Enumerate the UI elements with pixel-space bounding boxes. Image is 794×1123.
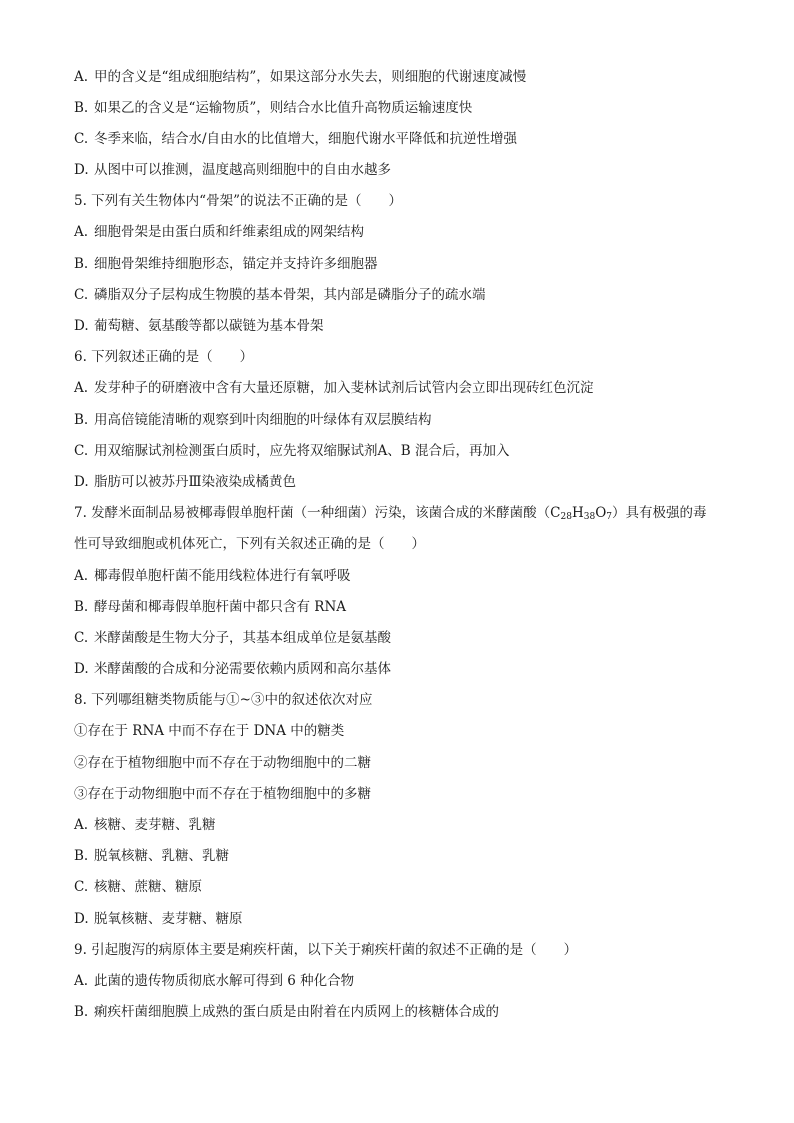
option-letter: C. [74,131,89,147]
q7-stem-part1: 7. 发酵米面制品易被椰毒假单胞杆菌（一种细菌）污染，该菌合成的米酵菌酸（C [74,505,561,521]
option-letter: A. [74,817,89,833]
option-letter: A. [74,69,89,85]
q4-option-a [74,66,734,88]
option-text: 甲的含义是“组成细胞结构”，如果这部分水失去，则细胞的代谢速度减慢 [94,69,527,85]
option-text: 核糖、蔗糖、糖原 [94,879,202,895]
option-text: 痢疾杆菌细胞膜上成熟的蛋白质是由附着在内质网上的核糖体合成的 [94,1004,499,1020]
option-text: 从图中可以推测，温度越高则细胞中的自由水越多 [94,162,391,178]
q4-option-c [74,128,734,150]
q8-option-d [74,908,734,930]
option-text: 此菌的遗传物质彻底水解可得到 6 种化合物 [94,973,355,989]
option-letter: D. [74,661,89,677]
formula-o: O [595,505,607,521]
q6-stem: 6. 下列叙述正确的是（ ） [74,349,254,365]
option-text: 细胞骨架是由蛋白质和纤维素组成的网架结构 [94,224,364,240]
q7-option-a [74,565,734,587]
option-text: 细胞骨架维持细胞形态，锚定并支持许多细胞器 [94,256,378,272]
q9-stem: 9. 引起腹泻的病原体主要是痢疾杆菌，以下关于痢疾杆菌的叙述不正确的是（ ） [74,942,578,958]
q5-option-c [74,284,734,306]
option-letter: B. [74,412,89,428]
option-letter: C. [74,443,89,459]
option-letter: A. [74,568,89,584]
q7-stem-line1 [74,502,774,524]
option-text: 如果乙的含义是“运输物质”，则结合水比值升高物质运输速度快 [94,100,473,116]
option-letter: C. [74,630,89,646]
option-text: 酵母菌和椰毒假单胞杆菌中都只含有 RNA [94,599,347,615]
option-letter: A. [74,380,89,396]
option-letter: A. [74,973,89,989]
formula-h: H [571,505,584,521]
option-letter: B. [74,256,89,272]
subscript-h: 38 [583,512,596,522]
q6-option-d [74,471,734,493]
option-letter: C. [74,287,89,303]
q5-option-b [74,253,734,275]
option-text: 发芽种子的研磨液中含有大量还原糖，加入斐林试剂后试管内会立即出现砖红色沉淀 [94,380,594,396]
option-text: 冬季来临，结合水/自由水的比值增大，细胞代谢水平降低和抗逆性增强 [94,131,518,147]
option-text: 米酵菌酸的合成和分泌需要依赖内质网和高尔基体 [94,661,391,677]
q7-option-d [74,658,734,680]
q5-option-d [74,315,734,337]
option-letter: B. [74,599,89,615]
option-letter: C. [74,879,89,895]
q8-option-a [74,814,734,836]
option-letter: D. [74,318,89,334]
subscript-o: 7 [606,512,612,522]
option-letter: D. [74,474,89,490]
option-letter: D. [74,162,89,178]
q8-item-3: ③存在于动物细胞中而不存在于植物细胞中的多糖 [74,786,371,802]
q8-option-c [74,876,734,898]
q6-option-b [74,409,734,431]
subscript-c: 28 [560,512,572,522]
option-text: 用双缩脲试剂检测蛋白质时，应先将双缩脲试剂A、B 混合后，再加入 [94,443,510,459]
option-text: 米酵菌酸是生物大分子，其基本组成单位是氨基酸 [94,630,391,646]
q5-stem: 5. 下列有关生物体内“骨架”的说法不正确的是（ ） [74,193,402,209]
q7-stem-part2: ）具有极强的毒 [612,505,707,521]
q8-stem: 8. 下列哪组糖类物质能与①~③中的叙述依次对应 [74,692,373,708]
option-text: 葡萄糖、氨基酸等都以碳链为基本骨架 [94,318,324,334]
option-letter: B. [74,100,89,116]
option-text: 脱氧核糖、乳糖、乳糖 [94,848,229,864]
option-letter: D. [74,911,89,927]
q7-stem-line2: 性可导致细胞或机体死亡，下列有关叙述正确的是（ ） [74,536,425,552]
q8-item-2: ②存在于植物细胞中而不存在于动物细胞中的二糖 [74,755,371,771]
q9-option-b [74,1001,734,1023]
option-text: 脂肪可以被苏丹Ⅲ染液染成橘黄色 [94,474,297,490]
option-text: 椰毒假单胞杆菌不能用线粒体进行有氧呼吸 [94,568,351,584]
q4-option-b [74,97,734,119]
option-text: 磷脂双分子层构成生物膜的基本骨架，其内部是磷脂分子的疏水端 [94,287,486,303]
option-letter: A. [74,224,89,240]
q8-item-1: ①存在于 RNA 中而不存在于 DNA 中的糖类 [74,723,345,739]
option-letter: B. [74,1004,89,1020]
option-text: 脱氧核糖、麦芽糖、糖原 [94,911,243,927]
option-text: 用高倍镜能清晰的观察到叶肉细胞的叶绿体有双层膜结构 [94,412,432,428]
q5-option-a [74,221,734,243]
q7-option-b [74,596,734,618]
q6-option-a [74,377,734,399]
q6-option-c [74,440,734,462]
q4-option-d [74,159,734,181]
q9-option-a [74,970,734,992]
option-letter: B. [74,848,89,864]
option-text: 核糖、麦芽糖、乳糖 [94,817,216,833]
q7-option-c [74,627,734,649]
q8-option-b [74,845,734,867]
